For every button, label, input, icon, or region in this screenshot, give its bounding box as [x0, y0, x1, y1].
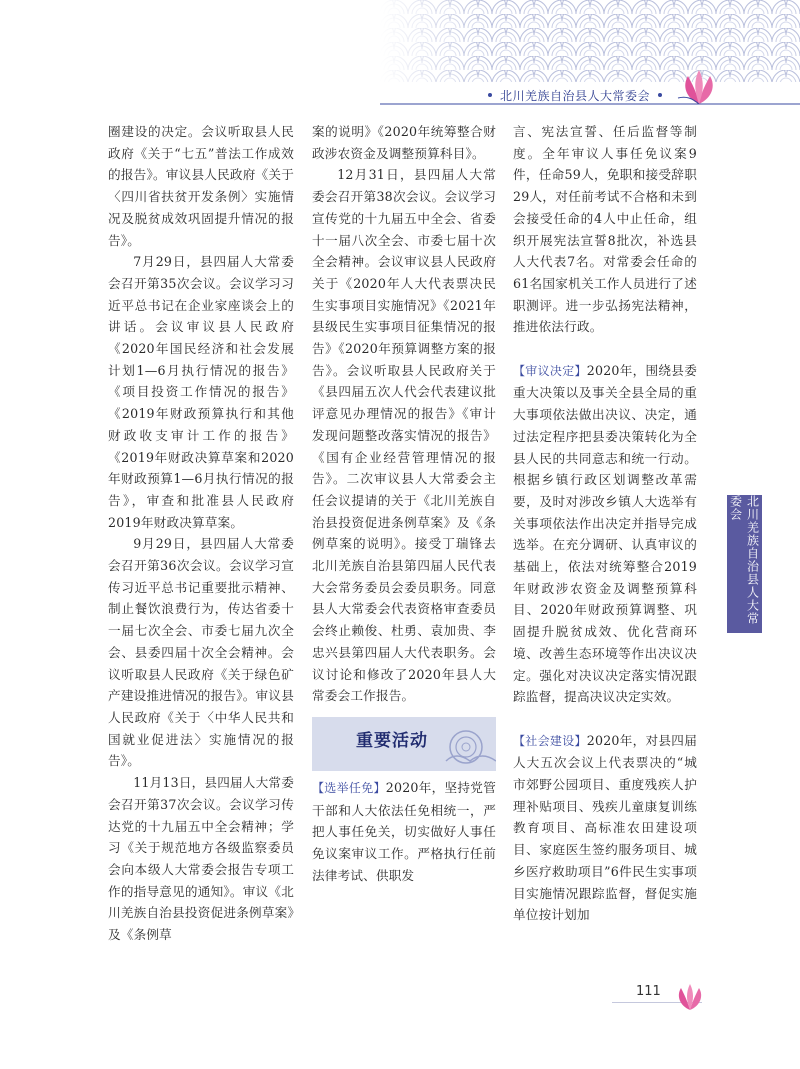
- paragraph: 9月29日，县四届人大常委会召开第36次会议。会议学习宣传习近平总书记重要批示精神、制止餐饮浪费行为，传达省委十一届七次全会、市委七届九次全会、县委四届十次全会精神。会议听取县人民政府《关于绿色矿产建设推进情况的报告》。审议县人民政府《关于〈中华人民共和国就业促进法〉实施情况的报告》。: [108, 536, 294, 769]
- topic-tag: 【审议决定】: [513, 363, 587, 378]
- spacer: [513, 708, 697, 730]
- paragraph: 12月31日，县四届人大常委会召开第38次会议。会议学习宣传党的十九届五中全会、省委十一届八次全会、市委七届十次全会精神。会议审议县人民政府关于《2020年人大代表票决民生实事项目实施情况》《2021年县级民生实事项目征集情况的报告》《2020年预算调整方案的报告》。会议听取县人民政府关于《县四届五次人代会代表建议批评意见办理情况的报告》《审计发现问题整改落实情况的报告》《国有企业经营管理情况的报告》。二次审议县人大常委会主任会议提请的关于《北川羌族自治县投资促进条例草案》及《条例草案的说明》。接受丁瑞锋去北川羌族自治县第四届人民代表大会常务委员会委员职务。同意县人大常委会代表资格审查委员会终止赖俊、杜勇、袁加贵、李忠兴县第四届人大代表职务。会议讨论和修改了2020年县人大常委会工作报告。: [312, 167, 496, 704]
- paragraph: [513, 730, 697, 926]
- paragraph-text: 2020年，坚持党管干部和人大依法任免相统一，严把人事任免关，切实做好人事任免议案审议工作。严格执行任前法律考试、供职发: [312, 779, 496, 883]
- paragraph: 言、宪法宣誓、任后监督等制度。全年审议人事任免议案9件，任命59人，免职和接受辞职29人，对任前考试不合格和未到会接受任命的4人中止任命，组织开展宪法宣誓8批次，补选县人大代表7名。对常委会任命的61名国家机关工作人员进行了述职测评。进一步弘扬宪法精神，推进依法行政。: [513, 124, 697, 335]
- paragraph: [312, 777, 496, 887]
- flower-ornament-icon: [676, 68, 722, 108]
- paragraph: 案的说明》《2020年统筹整合财政涉农资金及调整预算科目》。: [312, 124, 496, 161]
- paragraph: [513, 360, 697, 708]
- spacer: [513, 338, 697, 360]
- page-number: 111: [636, 984, 661, 999]
- text-column-3: [513, 121, 697, 926]
- bullet-dot-icon: [488, 93, 492, 97]
- cloud-ornament-icon: [426, 717, 496, 771]
- text-column-2: [312, 121, 496, 887]
- paragraph: 圈建设的决定。会议听取县人民政府《关于“七五”普法工作成效的报告》。审议县人民政府《关于〈四川省扶贫开发条例〉实施情况及脱贫成效巩固提升情况的报告》。: [108, 124, 294, 248]
- topic-tag: 【社会建设】: [513, 733, 587, 748]
- paragraph: 7月29日，县四届人大常委会召开第35次会议。会议学习习近平总书记在企业家座谈会上的讲话。会议审议县人民政府《2020年国民经济和社会发展计划1—6月执行情况的报告》《项目投资工作情况的报告》《2019年财政预算执行和其他财政收支审计工作的报告》《2019年财政决算草案和2020年财政预算1—6月执行情况的报告》，审查和批准县人民政府2019年财政决算草案。: [108, 254, 294, 530]
- chapter-side-tab: 北川羌族自治县人大常委会: [727, 495, 762, 633]
- paragraph-text: 2020年，围绕县委重大决策以及事关全县全局的重大事项依法做出决议、决定，通过法定程序把县委决策转化为全县人民的共同意志和统一行动。根据乡镇行政区划调整改革需要，及时对涉改乡镇人大选举有关事项依法作出决定并指导完成选举。在充分调研、认真审议的基础上，依法对统筹整合2019年财政涉农资金及调整预算科目、2020年财政预算调整、巩固提升脱贫成效、优化营商环境、改善生态环境等作出决议决定。强化对决议决定落实情况跟踪监督，提高决议决定实效。: [513, 362, 697, 705]
- flower-ornament-icon: [672, 982, 708, 1012]
- section-title: 重要活动: [356, 730, 428, 751]
- section-heading-box: [312, 717, 496, 771]
- running-header-title: 北川羌族自治县人大常委会: [500, 88, 651, 103]
- topic-tag: 【选举任免】: [312, 780, 386, 795]
- paragraph: 11月13日，县四届人大常委会召开第37次会议。会议学习传达党的十九届五中全会精神；学习《关于规范地方各级监察委员会向本级人大常委会报告专项工作的指导意见的通知》。审议《北川羌族自治县投资促进条例草案》及《条例草: [108, 775, 294, 943]
- text-column-1: [108, 121, 294, 946]
- bullet-dot-icon: [658, 93, 662, 97]
- paragraph-text: 2020年，对县四届人大五次会议上代表票决的“城市郊野公园项目、重度残疾人护理补贴项目、残疾儿童康复训练教育项目、高标准农田建设项目、家庭医生签约服务项目、城乡医疗救助项目”6件民生实事项目实施情况跟踪监督，督促实施单位按计划加: [513, 732, 697, 923]
